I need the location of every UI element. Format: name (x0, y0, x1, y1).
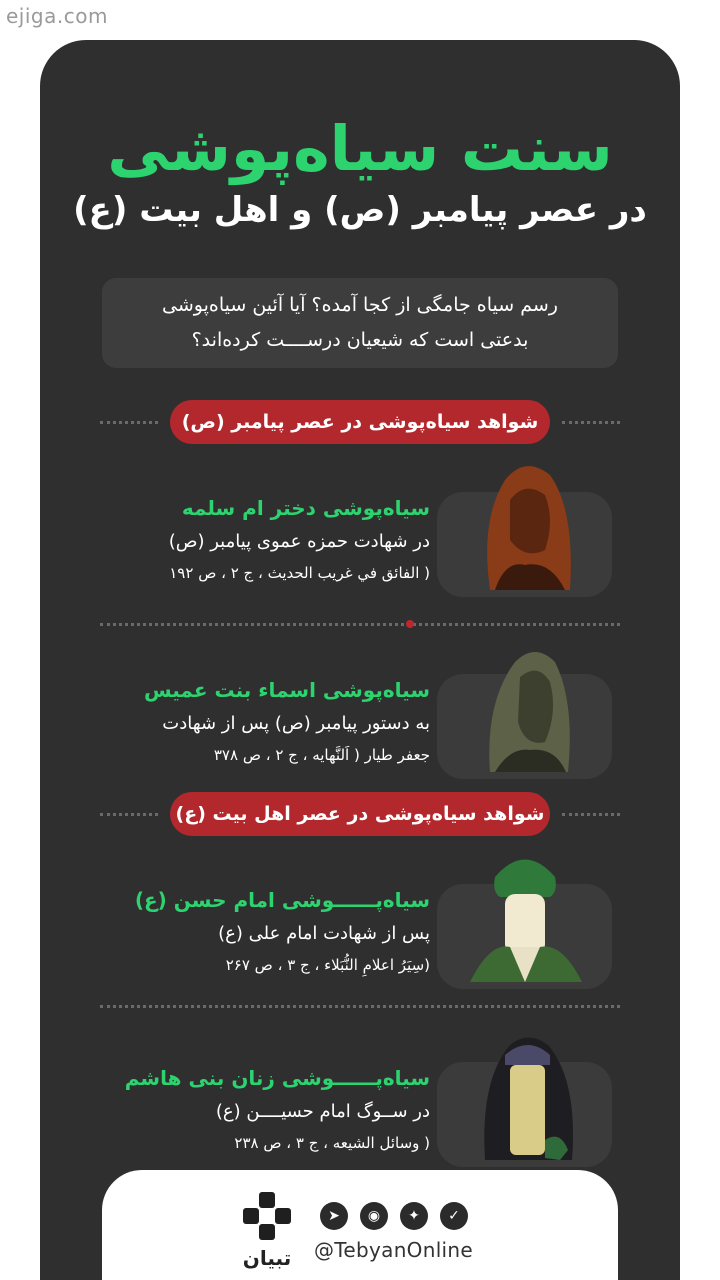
instagram-icon[interactable]: ◉ (360, 1202, 388, 1230)
twitter-icon[interactable]: ✦ (400, 1202, 428, 1230)
item-description: پس از شهادت امام علی (ع) (218, 923, 430, 944)
item-description: در ســوگ امام حسیــــن (ع) (215, 1101, 430, 1122)
footer (102, 1170, 618, 1280)
list-item (100, 480, 620, 605)
list-item (100, 662, 620, 787)
item-text (100, 480, 430, 588)
item-title: سیاه‌پوشی دختر ام سلمه (181, 496, 430, 520)
veiled-woman-black-icon (450, 1010, 600, 1170)
item-reference: ( الفائق في غريب الحديث ، ج ۲ ، ص ۱۹۲ (169, 564, 430, 582)
separator-dot (406, 620, 414, 628)
list-item (100, 872, 620, 997)
section-header-prophet (100, 400, 620, 444)
item-text (100, 872, 430, 980)
item-description: به دستور پیامبر (ص) پس از شهادت (162, 713, 430, 734)
dotted-divider (100, 813, 158, 816)
page-title: سنت سیاه‌پوشی (107, 112, 613, 185)
question-box (102, 278, 618, 368)
item-text (100, 662, 430, 770)
veiled-woman-green-icon (450, 622, 600, 782)
item-text (100, 1050, 430, 1158)
dotted-divider (562, 421, 620, 424)
item-reference: جعفر طیار ( اَلنَّهایه ، ج ۲ ، ص ۳۷۸ (213, 746, 430, 764)
item-reference: ( وسائل الشیعه ، ج ۳ ، ص ۲۳۸ (234, 1134, 430, 1152)
logo-text: تبیان (242, 1246, 292, 1270)
section-label: شواهد سیاه‌پوشی در عصر پیامبر (ص) (170, 400, 550, 444)
question-line-2: بدعتی است که شیعیان درســــت کرده‌اند؟ (191, 329, 529, 351)
section-label: شواهد سیاه‌پوشی در عصر اهل بیت (ع) (170, 792, 550, 836)
dotted-divider (100, 421, 158, 424)
dotted-divider (562, 813, 620, 816)
section-header-ahlulbayt (100, 792, 620, 836)
infographic-card (40, 40, 680, 1280)
social-handle[interactable]: @TebyanOnline (314, 1238, 473, 1262)
dotted-separator (100, 1005, 620, 1008)
question-line-1: رسم سیاه جامگی از کجا آمده؟ آیا آئین سیاه‌پوشی (162, 294, 558, 316)
turbaned-man-icon (450, 832, 600, 992)
site-watermark: ejiga.com (6, 4, 108, 28)
list-item (100, 1050, 620, 1175)
item-title: سیاه‌پــــــوشی امام حسن (ع) (134, 888, 430, 912)
item-reference: (سِیَرُ اعلامِ النُّبَلاء ، ج ۳ ، ص ۲۶۷ (225, 956, 430, 974)
veiled-woman-brown-icon (450, 440, 600, 600)
item-title: سیاه‌پــــــوشی زنان بنی هاشم (124, 1066, 430, 1090)
check-icon[interactable]: ✓ (440, 1202, 468, 1230)
item-title: سیاه‌پوشی اسماء بنت عمیس (143, 678, 430, 702)
page-subtitle: در عصر پیامبر (ص) و اهل بیت (ع) (73, 190, 647, 230)
telegram-icon[interactable]: ➤ (320, 1202, 348, 1230)
item-description: در شهادت حمزه عموی پیامبر (ص) (168, 531, 430, 552)
